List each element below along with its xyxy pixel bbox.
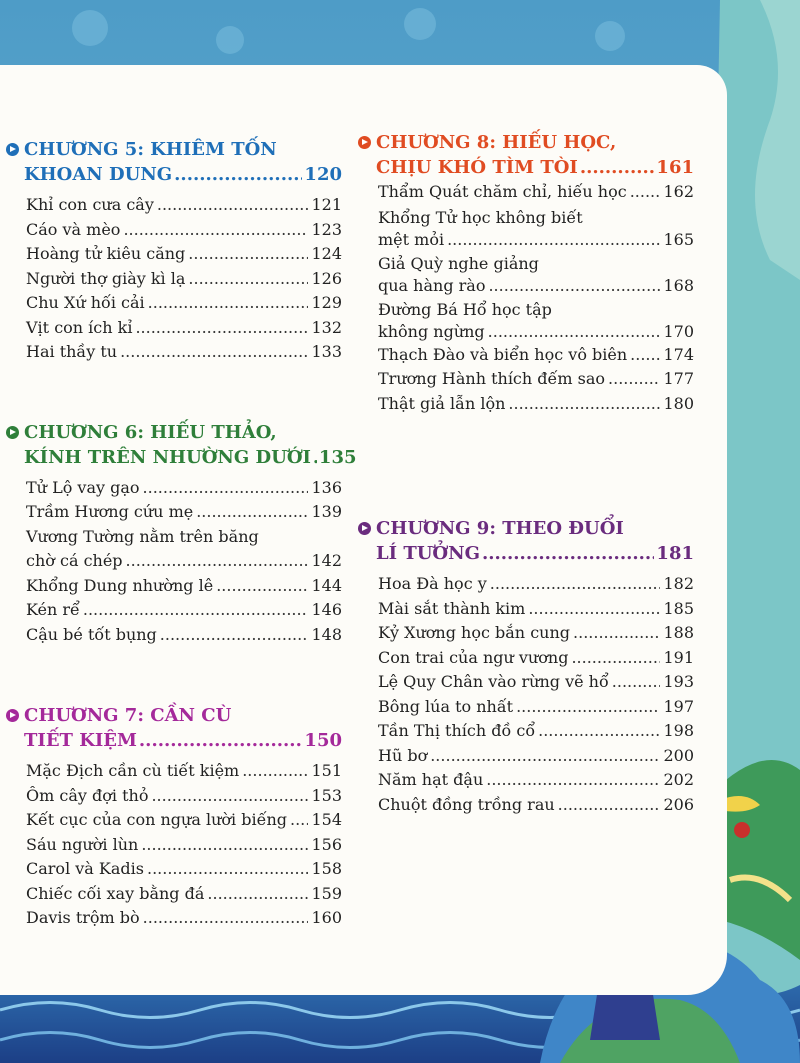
entry-page: 129 — [311, 293, 342, 312]
toc-entry[interactable] — [4, 574, 342, 599]
dot-leader — [147, 857, 308, 882]
dot-leader — [157, 193, 309, 218]
entry-title-line1: Khổng Tử học không biết — [378, 207, 583, 227]
entry-title: Hũ bơ — [378, 745, 428, 765]
toc-entry[interactable] — [356, 572, 694, 597]
entry-page: 133 — [311, 342, 342, 361]
dot-leader — [196, 500, 308, 525]
entry-title: Hoàng tử kiêu căng — [26, 244, 186, 263]
dot-leader — [573, 621, 660, 646]
entry-title: Cáo và mèo — [26, 219, 121, 239]
entry-page: 180 — [663, 393, 694, 413]
entry-page: 146 — [311, 600, 342, 619]
entry-title: Davis trộm bò — [26, 908, 140, 927]
chapter-5-entries — [4, 193, 342, 365]
toc-entry[interactable] — [4, 759, 342, 784]
toc-entry[interactable] — [4, 267, 342, 292]
dot-leader — [139, 728, 303, 753]
entry-title: Thật giả lẫn lộn — [378, 393, 506, 413]
dot-leader — [516, 695, 660, 720]
entry-page: 182 — [663, 574, 694, 593]
chapter-page: 161 — [656, 157, 694, 178]
entry-title: Khỉ con cưa cây — [26, 195, 154, 214]
entry-title: Tử Lộ vay gạo — [26, 477, 140, 497]
dot-leader — [188, 242, 308, 267]
dot-leader — [430, 744, 660, 769]
toc-entry[interactable] — [356, 253, 694, 297]
chapter-title-line1: CHƯƠNG 9: THEO ĐUỔI — [376, 518, 624, 539]
entry-title: Carol và Kadis — [26, 859, 144, 878]
entry-page: 158 — [311, 859, 342, 878]
entry-page: 156 — [311, 834, 342, 854]
entry-title: Bông lúa to nhất — [378, 696, 514, 716]
toc-entry[interactable] — [356, 392, 694, 417]
entry-page: 159 — [311, 883, 342, 903]
entry-title: qua hàng rào — [378, 275, 486, 295]
entry-title: Khổng Dung nhường lê — [26, 575, 214, 595]
dot-leader — [242, 759, 308, 784]
entry-title: Thẩm Quát chăm chỉ, hiếu học — [378, 182, 627, 201]
dot-leader — [148, 291, 309, 316]
entry-page: 124 — [311, 244, 342, 263]
toc-entry[interactable] — [356, 367, 694, 392]
dot-leader — [188, 267, 308, 292]
toc-entry[interactable] — [356, 670, 694, 695]
chapter-5 — [4, 137, 342, 365]
dot-leader — [174, 162, 302, 187]
dot-leader — [141, 833, 308, 858]
chapter-8 — [356, 130, 694, 416]
entry-page: 136 — [311, 477, 342, 497]
dot-leader — [630, 180, 661, 205]
chapter-6-heading[interactable] — [4, 420, 357, 470]
entry-page: 151 — [311, 761, 342, 780]
toc-entry[interactable] — [356, 207, 694, 251]
entry-page: 193 — [663, 672, 694, 691]
entry-page: 139 — [311, 502, 342, 521]
dot-leader — [447, 229, 660, 251]
toc-entry[interactable] — [356, 621, 694, 646]
dot-leader — [313, 445, 317, 470]
dot-leader — [151, 784, 308, 809]
toc-entry[interactable] — [4, 242, 342, 267]
entry-page: 121 — [311, 195, 342, 214]
dot-leader — [143, 906, 309, 931]
dot-leader — [160, 623, 309, 648]
entry-title: Hai thầy tu — [26, 342, 118, 361]
dot-leader — [83, 598, 309, 623]
dot-leader — [486, 768, 660, 793]
dot-leader — [207, 882, 308, 907]
toc-entry[interactable] — [356, 695, 694, 720]
play-bullet-icon — [358, 136, 371, 149]
entry-page: 148 — [311, 624, 342, 644]
entry-page: 144 — [311, 575, 342, 595]
dot-leader — [538, 719, 660, 744]
entry-page: 142 — [311, 551, 342, 570]
toc-entry[interactable] — [4, 316, 342, 341]
play-bullet-icon — [6, 426, 19, 439]
toc-entry[interactable] — [4, 193, 342, 218]
dot-leader — [120, 340, 308, 365]
entry-title: Sáu người lùn — [26, 834, 139, 854]
entry-page: 188 — [663, 623, 694, 642]
toc-entry[interactable] — [356, 597, 694, 622]
chapter-page: 120 — [304, 164, 342, 185]
entry-title: mệt mỏi — [378, 229, 445, 249]
entry-page: 191 — [663, 647, 694, 667]
toc-entry[interactable] — [4, 882, 342, 907]
entry-page: 132 — [311, 317, 342, 337]
play-bullet-icon — [358, 522, 371, 535]
chapter-title-line2: LÍ TƯỞNG — [376, 543, 480, 564]
entry-title-line1: Giả Quỳ nghe giảng — [378, 253, 539, 273]
toc-entry[interactable] — [4, 291, 342, 316]
entry-page: 200 — [663, 745, 694, 765]
dot-leader — [630, 343, 660, 368]
toc-entry[interactable] — [4, 598, 342, 623]
entry-page: 165 — [663, 229, 694, 249]
toc-entry[interactable] — [4, 808, 342, 833]
chapter-title-line2: KÍNH TRÊN NHƯỜNG DƯỚI — [24, 446, 311, 468]
dot-leader — [571, 646, 660, 671]
entry-title: Cậu bé tốt bụng — [26, 624, 157, 644]
entry-page: 153 — [311, 785, 342, 805]
toc-entry[interactable] — [356, 646, 694, 671]
toc-entry[interactable] — [356, 299, 694, 343]
toc-entry[interactable] — [4, 340, 342, 365]
toc-entry[interactable] — [356, 180, 694, 205]
entry-title: Người thợ giày kì lạ — [26, 268, 186, 288]
chapter-title-line2: KHOAN DUNG — [24, 164, 173, 185]
entry-title: Mặc Địch cần cù tiết kiệm — [26, 761, 240, 780]
entry-title: Hoa Đà học y — [378, 574, 487, 593]
toc-entry[interactable] — [4, 500, 342, 525]
chapter-title-line1: CHƯƠNG 5: KHIÊM TỐN — [24, 139, 277, 160]
entry-title: Con trai của ngư vương — [378, 647, 569, 667]
entry-title: Vịt con ích kỉ — [26, 317, 133, 337]
toc-entry[interactable] — [356, 768, 694, 793]
play-bullet-icon — [6, 143, 19, 156]
entry-page: 185 — [663, 598, 694, 618]
toc-entry[interactable] — [356, 793, 694, 818]
dot-leader — [490, 572, 661, 597]
entry-page: 177 — [663, 369, 694, 388]
toc-entry[interactable] — [356, 719, 694, 744]
entry-page: 170 — [663, 321, 694, 341]
entry-title: Kỷ Xương học bắn cung — [378, 623, 571, 642]
dot-leader — [558, 793, 661, 818]
entry-page: 160 — [311, 908, 342, 927]
entry-page: 202 — [663, 770, 694, 789]
chapter-6 — [4, 420, 357, 648]
entry-title: Trầm Hương cứu mẹ — [26, 502, 194, 521]
toc-entry[interactable] — [4, 784, 342, 809]
entry-title: Kén rể — [26, 600, 80, 619]
chapter-7-heading[interactable] — [4, 703, 342, 753]
entry-title-line1: Đường Bá Hổ học tập — [378, 299, 552, 319]
dot-leader — [126, 549, 309, 574]
toc-entry[interactable] — [4, 476, 342, 501]
chapter-page: 181 — [656, 543, 694, 564]
entry-title: Lệ Quy Chân vào rừng vẽ hổ — [378, 672, 609, 691]
entry-page: 168 — [663, 275, 694, 295]
play-bullet-icon — [6, 709, 19, 722]
dot-leader — [508, 392, 660, 417]
entry-page: 206 — [663, 794, 694, 814]
toc-right-column — [356, 130, 694, 817]
dot-leader — [488, 275, 660, 297]
chapter-8-entries — [356, 180, 694, 416]
chapter-7-entries — [4, 759, 342, 931]
entry-page: 162 — [663, 182, 694, 201]
entry-title: Chuột đồng trồng rau — [378, 794, 555, 814]
toc-entry[interactable] — [4, 906, 342, 931]
chapter-title-line1: CHƯƠNG 6: HIẾU THẢO, — [24, 421, 277, 443]
entry-title-line1: Vương Tường nằm trên băng — [26, 526, 259, 546]
chapter-title-line2: CHỊU KHÓ TÌM TÒI — [376, 157, 578, 178]
chapter-5-heading[interactable] — [4, 137, 342, 187]
dot-leader — [123, 218, 308, 243]
dot-leader — [216, 574, 308, 599]
dot-leader — [143, 476, 309, 501]
toc-entry[interactable] — [4, 857, 342, 882]
dot-leader — [528, 597, 660, 622]
entry-page: 123 — [311, 219, 342, 239]
chapter-page: 150 — [304, 730, 342, 751]
chapter-page: 135 — [318, 446, 357, 468]
dot-leader — [612, 670, 661, 695]
entry-title: Trương Hành thích đếm sao — [378, 369, 606, 388]
dot-leader — [580, 155, 655, 180]
toc-entry[interactable] — [356, 744, 694, 769]
chapter-title-line1: CHƯƠNG 7: CẦN CÙ — [24, 705, 232, 726]
chapter-9-entries — [356, 572, 694, 817]
entry-page: 174 — [663, 344, 694, 364]
dot-leader — [488, 321, 661, 343]
chapter-title-line1: CHƯƠNG 8: HIẾU HỌC, — [376, 132, 617, 153]
toc-entry[interactable] — [4, 833, 342, 858]
toc-left-column — [4, 137, 357, 931]
chapter-9-heading[interactable] — [356, 516, 694, 566]
toc-entry[interactable] — [356, 343, 694, 368]
entry-title: Kết cục của con ngựa lười biếng — [26, 810, 287, 829]
entry-title: không ngừng — [378, 321, 485, 341]
dot-leader — [135, 316, 308, 341]
chapter-8-heading[interactable] — [356, 130, 694, 180]
entry-page: 198 — [663, 721, 694, 740]
entry-title: Thạch Đào và biển học vô biên — [378, 344, 628, 364]
dot-leader — [482, 541, 654, 566]
entry-title: Ôm cây đợi thỏ — [26, 785, 149, 805]
dot-leader — [608, 367, 660, 392]
entry-page: 126 — [311, 268, 342, 288]
entry-title: Mài sắt thành kim — [378, 598, 526, 618]
chapter-7 — [4, 703, 342, 931]
toc-entry[interactable] — [4, 623, 342, 648]
chapter-9 — [356, 516, 694, 817]
entry-title: Chiếc cối xay bằng đá — [26, 883, 205, 903]
entry-page: 197 — [663, 696, 694, 716]
dot-leader — [290, 808, 308, 833]
entry-title: chờ cá chép — [26, 551, 123, 570]
chapter-title-line2: TIẾT KIỆM — [24, 730, 137, 751]
entry-title: Tần Thị thích đồ cổ — [378, 721, 536, 740]
entry-title: Chu Xứ hối cải — [26, 293, 145, 312]
entry-page: 154 — [311, 810, 342, 829]
toc-entry[interactable] — [4, 218, 342, 243]
toc-entry[interactable] — [4, 525, 342, 574]
chapter-6-entries — [4, 476, 342, 648]
entry-title: Năm hạt đậu — [378, 770, 484, 789]
